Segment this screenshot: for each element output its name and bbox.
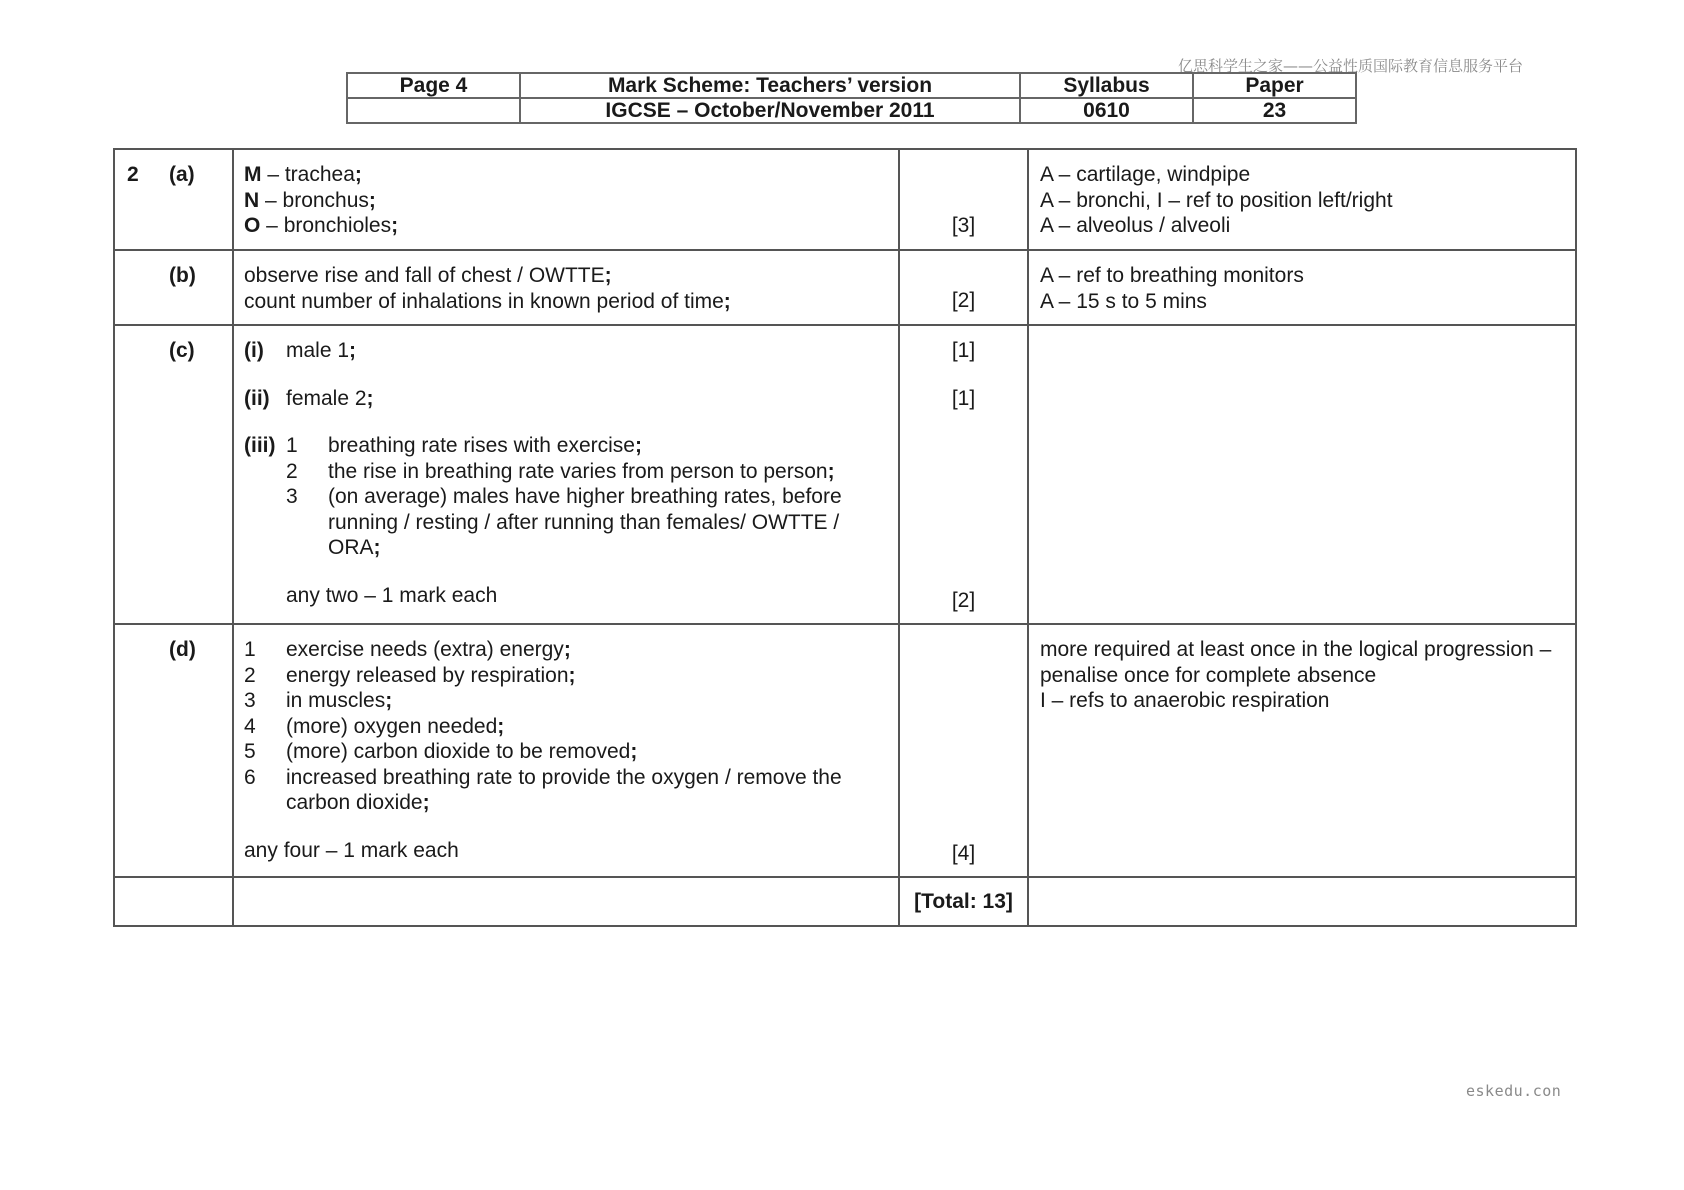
part-label-c: (c)	[169, 339, 195, 362]
answer-c-iii: (iii) 1 breathing rate rises with exercise; 2 the rise in breathing rate varies from person to person; 3 (on average) males have higher breathing rates, before running / resting / after running than females/ OWTTE / ORA; any two – 1 mark each	[244, 433, 888, 608]
guidance-cell-c	[1028, 325, 1576, 624]
answer-c-iii-note: any two – 1 mark each	[286, 583, 498, 607]
list-item: 1 exercise needs (extra) energy;	[244, 638, 571, 661]
list-item: 4 (more) oxygen needed;	[244, 714, 505, 738]
row-d	[114, 624, 1576, 877]
answer-cell-c	[233, 325, 899, 624]
label-cell-c	[114, 325, 233, 624]
total-marks: [Total: 13]	[914, 889, 1013, 913]
header-syllabus: 0610	[1020, 98, 1193, 123]
list-item: 6 increased breathing rate to provide the oxygen / remove the carbon dioxide;	[244, 765, 842, 814]
header-empty-cell	[347, 98, 520, 123]
guidance-b-0: A – ref to breathing monitors	[1040, 264, 1304, 287]
guidance-a-1: A – bronchi, I – ref to position left/right	[1040, 188, 1393, 212]
answer-b-1: count number of inhalations in known period of time;	[244, 289, 731, 313]
total-empty-2	[233, 877, 899, 926]
header-title: Mark Scheme: Teachers’ version	[520, 73, 1020, 98]
row-total	[114, 877, 1576, 926]
list-item: 1 breathing rate rises with exercise;	[286, 434, 642, 457]
total-cell	[899, 877, 1028, 926]
label-cell-b	[114, 250, 233, 325]
guidance-d-1: I – refs to anaerobic respiration	[1040, 689, 1330, 712]
row-a	[114, 149, 1576, 250]
list-item: 5 (more) carbon dioxide to be removed;	[244, 740, 638, 763]
header-paper: 23	[1193, 98, 1356, 123]
header-table	[346, 72, 1357, 124]
answer-cell-a	[233, 149, 899, 250]
answer-a-1: N – bronchus;	[244, 188, 376, 212]
watermark-bottom: eskedu.con	[1466, 1082, 1562, 1100]
answer-c-ii: (ii) female 2;	[244, 386, 374, 410]
answer-a-2: O – bronchioles;	[244, 214, 399, 237]
question-number: 2	[127, 163, 139, 186]
label-cell-a	[114, 149, 233, 250]
total-empty-4	[1028, 877, 1576, 926]
header-page: Page 4	[347, 73, 520, 98]
guidance-b-1: A – 15 s to 5 mins	[1040, 289, 1207, 313]
part-label-b: (b)	[169, 264, 196, 287]
answer-c-i: (i) male 1;	[244, 339, 357, 362]
header-exam: IGCSE – October/November 2011	[520, 98, 1020, 123]
label-cell-d	[114, 624, 233, 877]
part-label-a: (a)	[169, 163, 195, 186]
marks-cell-a	[899, 149, 1028, 250]
marks-b: [2]	[951, 289, 976, 312]
marks-c-i: [1]	[951, 339, 976, 362]
list-item: 2 the rise in breathing rate varies from person to person;	[286, 459, 835, 483]
list-item: 3 (on average) males have higher breathing rates, before running / resting / after running than females/ OWTTE / ORA;	[286, 485, 842, 559]
marks-c-ii: [1]	[951, 387, 976, 410]
answer-b-0: observe rise and fall of chest / OWTTE;	[244, 264, 612, 287]
guidance-a-2: A – alveolus / alveoli	[1040, 214, 1231, 237]
marks-a: [3]	[951, 214, 976, 237]
marks-cell-d	[899, 624, 1028, 877]
marks-cell-c	[899, 325, 1028, 624]
marks-c-iii: [2]	[951, 589, 976, 612]
total-empty-1	[114, 877, 233, 926]
list-item: 3 in muscles;	[244, 689, 393, 712]
guidance-cell-b	[1028, 250, 1576, 325]
answer-d-note: any four – 1 mark each	[244, 838, 459, 862]
header-paper-label: Paper	[1193, 73, 1356, 98]
answer-cell-b	[233, 250, 899, 325]
answer-cell-d	[233, 624, 899, 877]
row-b	[114, 250, 1576, 325]
guidance-cell-d	[1028, 624, 1576, 877]
guidance-a-0: A – cartilage, windpipe	[1040, 163, 1251, 186]
row-c	[114, 325, 1576, 624]
answer-a-0: M – trachea;	[244, 163, 362, 186]
guidance-d-0: more required at least once in the logical progression – penalise once for complete absence	[1040, 638, 1552, 687]
mark-scheme-table	[113, 148, 1577, 927]
marks-cell-b	[899, 250, 1028, 325]
guidance-cell-a	[1028, 149, 1576, 250]
marks-d: [4]	[951, 842, 976, 865]
header-syllabus-label: Syllabus	[1020, 73, 1193, 98]
watermark-top: 亿思科学生之家——公益性质国际教育信息服务平台	[1178, 57, 1524, 75]
list-item: 2 energy released by respiration;	[244, 663, 576, 687]
part-label-d: (d)	[169, 638, 196, 661]
